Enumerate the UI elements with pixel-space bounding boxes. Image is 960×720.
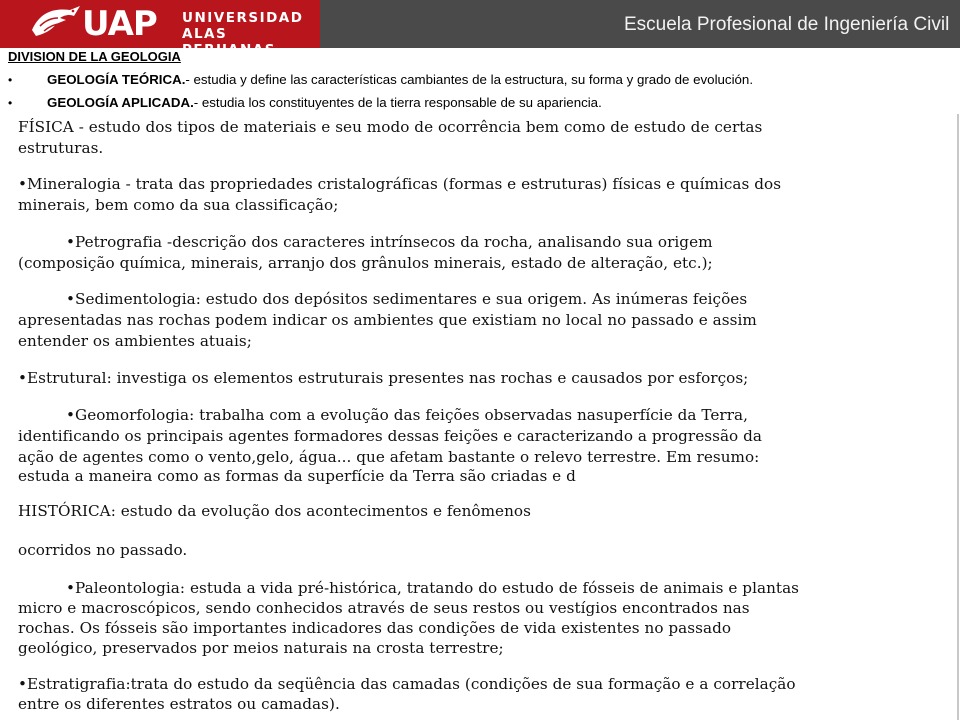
scan-line: •Mineralogia - trata das propriedades cristalográficas (formas e estruturas) físicas e químicas dos bbox=[18, 175, 782, 193]
scan-line: estuda a maneira como as formas da superfície da Terra são criadas e d bbox=[18, 467, 576, 485]
division-title: DIVISION DE LA GEOLOGIA bbox=[8, 49, 181, 64]
scan-line: geológico, preservados por meios naturais na crosta terrestre; bbox=[18, 639, 504, 657]
scan-line: ocorridos no passado. bbox=[18, 541, 188, 559]
scan-line: entre os diferentes estratos ou camadas). bbox=[18, 695, 340, 713]
scan-line: minerais, bem como da sua classificação; bbox=[18, 196, 339, 214]
scan-line: ação de agentes como o vento,gelo, água... que afetam bastante o relevo terrestre. Em resumo: bbox=[18, 448, 760, 466]
list-item-desc: - estudia y define las características cambiantes de la estructura, su forma y grado de evolución. bbox=[185, 72, 754, 87]
eagle-icon bbox=[30, 4, 82, 44]
scan-line: •Estrutural: investiga os elementos estruturais presentes nas rochas e causados por esforços; bbox=[18, 369, 749, 387]
scan-line: micro e macroscópicos, sendo conhecidos através de seus restos ou vestígios encontrados nas bbox=[18, 599, 750, 617]
scan-line: FÍSICA - estudo dos tipos de materiais e seu modo de ocorrência bem como de estudo de certas bbox=[18, 118, 763, 136]
scan-line: •Paleontologia: estuda a vida pré-histórica, tratando do estudo de fósseis de animais e plantas bbox=[66, 579, 800, 597]
scan-line: estruturas. bbox=[18, 139, 104, 157]
school-name: Escuela Profesional de Ingeniería Civil bbox=[624, 14, 950, 35]
brand-line-1: UNIVERSIDAD bbox=[182, 10, 304, 26]
scan-line: apresentadas nas rochas podem indicar os ambientes que existiam no local no passado e assim bbox=[18, 311, 757, 329]
scanned-text-image bbox=[12, 114, 959, 720]
brand-university-name bbox=[182, 10, 320, 58]
scan-line: (composição química, minerais, arranjo dos grânulos minerais, estado de alteração, etc.); bbox=[18, 254, 713, 272]
scan-line: •Geomorfologia: trabalha com a evolução das feições observadas nasuperfície da Terra, bbox=[66, 406, 749, 424]
header-bar bbox=[320, 0, 960, 48]
scan-line: •Sedimentologia: estudo dos depósitos sedimentares e sua origem. As inúmeras feições bbox=[66, 290, 748, 308]
scan-line: rochas. Os fósseis são importantes indicadores das condições de vida existentes no passado bbox=[18, 619, 732, 637]
brand-line-2: ALAS PERUANAS bbox=[182, 26, 276, 58]
bullet-icon: • bbox=[8, 96, 13, 110]
list-item-term: GEOLOGÍA TEÓRICA. bbox=[47, 72, 186, 87]
list-item-term: GEOLOGÍA APLICADA. bbox=[47, 95, 194, 110]
brand-uap-text: UAP bbox=[82, 4, 157, 44]
list-item-text bbox=[47, 72, 753, 87]
list-item-text bbox=[47, 95, 602, 110]
scan-line: entender os ambientes atuais; bbox=[18, 332, 252, 350]
scan-line: identificando os principais agentes formadores dessas feições e caracterizando a progressão da bbox=[18, 427, 763, 445]
scan-line: HISTÓRICA: estudo da evolução dos acontecimentos e fenômenos bbox=[18, 502, 531, 520]
scan-line: •Petrografia -descrição dos caracteres intrínsecos da rocha, analisando sua origem bbox=[66, 233, 713, 251]
bullet-icon: • bbox=[8, 73, 13, 87]
scan-line: •Estratigrafia:trata do estudo da seqüência das camadas (condições de sua formação e a correlação bbox=[18, 675, 796, 693]
list-item-desc: - estudia los constituyentes de la tierra responsable de su apariencia. bbox=[193, 95, 602, 110]
